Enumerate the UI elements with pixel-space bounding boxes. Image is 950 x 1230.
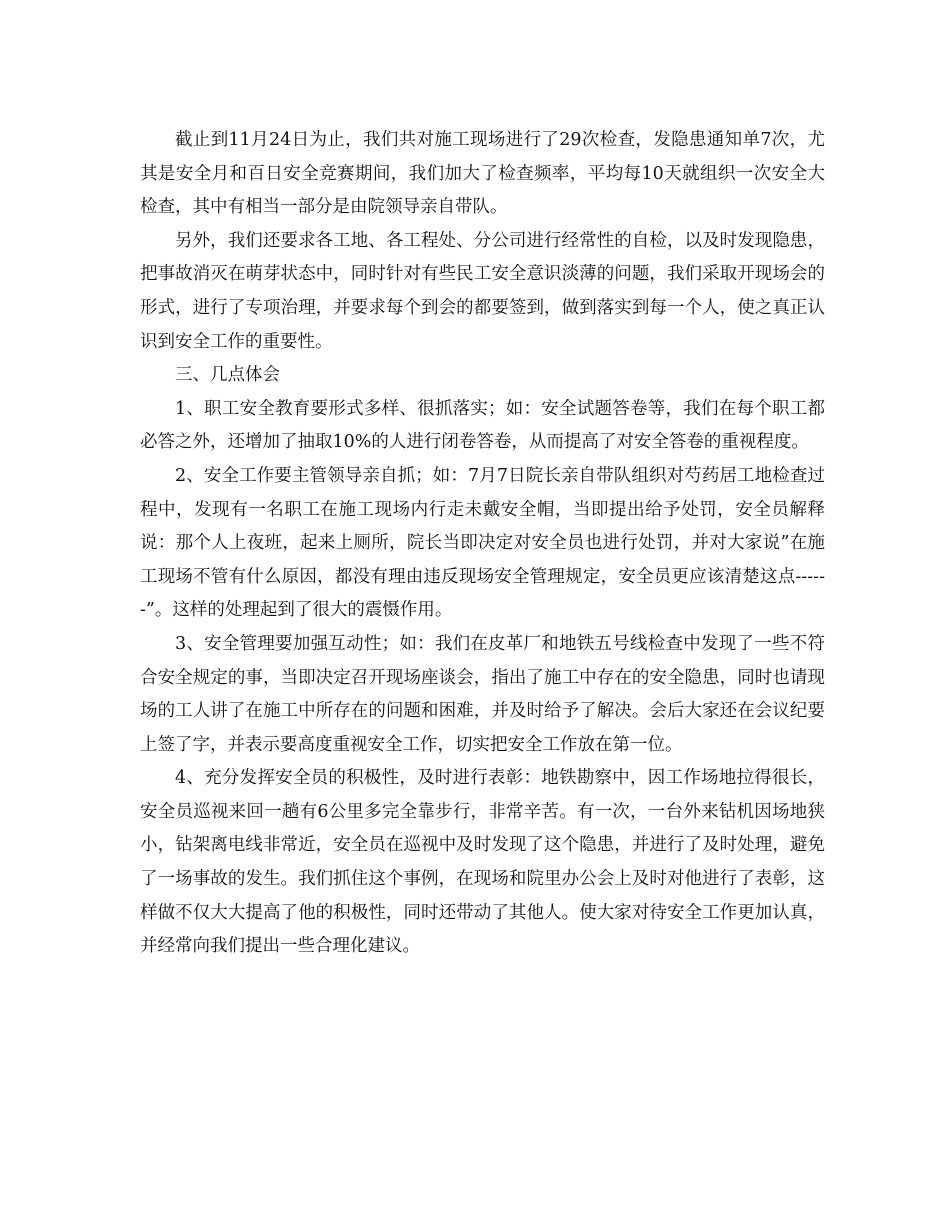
- paragraph-point-4: 4、充分发挥安全员的积极性，及时进行表彰：地铁勘察中，因工作场地拉得很长，安全员巡视来回一趟有6公里多完全靠步行，非常辛苦。有一次，一台外来钻机因场地狭小，钻架离电线非常近，安全员在巡视中及时发现了这个隐患，并进行了及时处理，避免了一场事故的发生。我们抓住这个事例，在现场和院里办公会上及时对他进行了表彰，这样做不仅大大提高了他的积极性，同时还带动了其他人。使大家对待安全工作更加认真，并经常向我们提出一些合理化建议。: [140, 768, 825, 957]
- paragraph-point-1: 1、职工安全教育要形式多样、很抓落实；如：安全试题答卷等，我们在每个职工都必答之外，还增加了抽取10%的人进行闭卷答卷，从而提高了对安全答卷的重视程度。: [140, 398, 825, 453]
- section-heading-experiences: 三、几点体会: [175, 365, 280, 386]
- paragraph-point-3: 3、安全管理要加强互动性；如：我们在皮革厂和地铁五号线检查中发现了一些不符合安全规定的事，当即决定召开现场座谈会，指出了施工中存在的安全隐患，同时也请现场的工人讲了在施工中所存在的问题和困难，并及时给予了解决。会后大家还在会议纪要上签了字，并表示要高度重视安全工作，切实把安全工作放在第一位。: [140, 633, 825, 755]
- document-body: [140, 124, 825, 964]
- paragraph-point-2: 2、安全工作要主管领导亲自抓；如：7月7日院长亲自带队组织对芍药居工地检查过程中，发现有一名职工在施工现场内行走未戴安全帽，当即提出给予处罚，安全员解释说：那个人上夜班，起来上厕所，院长当即决定对安全员也进行处罚，并对大家说”在施工现场不管有什么原因，都没有理由违反现场安全管理规定，安全员更应该清楚这点------”。这样的处理起到了很大的震慑作用。: [140, 465, 825, 621]
- paragraph-inspection-stats: 截止到11月24日为止，我们共对施工现场进行了29次检查，发隐患通知单7次，尤其是安全月和百日安全竞赛期间，我们加大了检查频率，平均每10天就组织一次安全大检查，其中有相当一部分是由院领导亲自带队。: [140, 130, 825, 218]
- paragraph-self-inspection: 另外，我们还要求各工地、各工程处、分公司进行经常性的自检，以及时发现隐患，把事故消灭在萌芽状态中，同时针对有些民工安全意识淡薄的问题，我们采取开现场会的形式，进行了专项治理，并要求每个到会的都要签到，做到落实到每一个人，使之真正认识到安全工作的重要性。: [140, 230, 825, 352]
